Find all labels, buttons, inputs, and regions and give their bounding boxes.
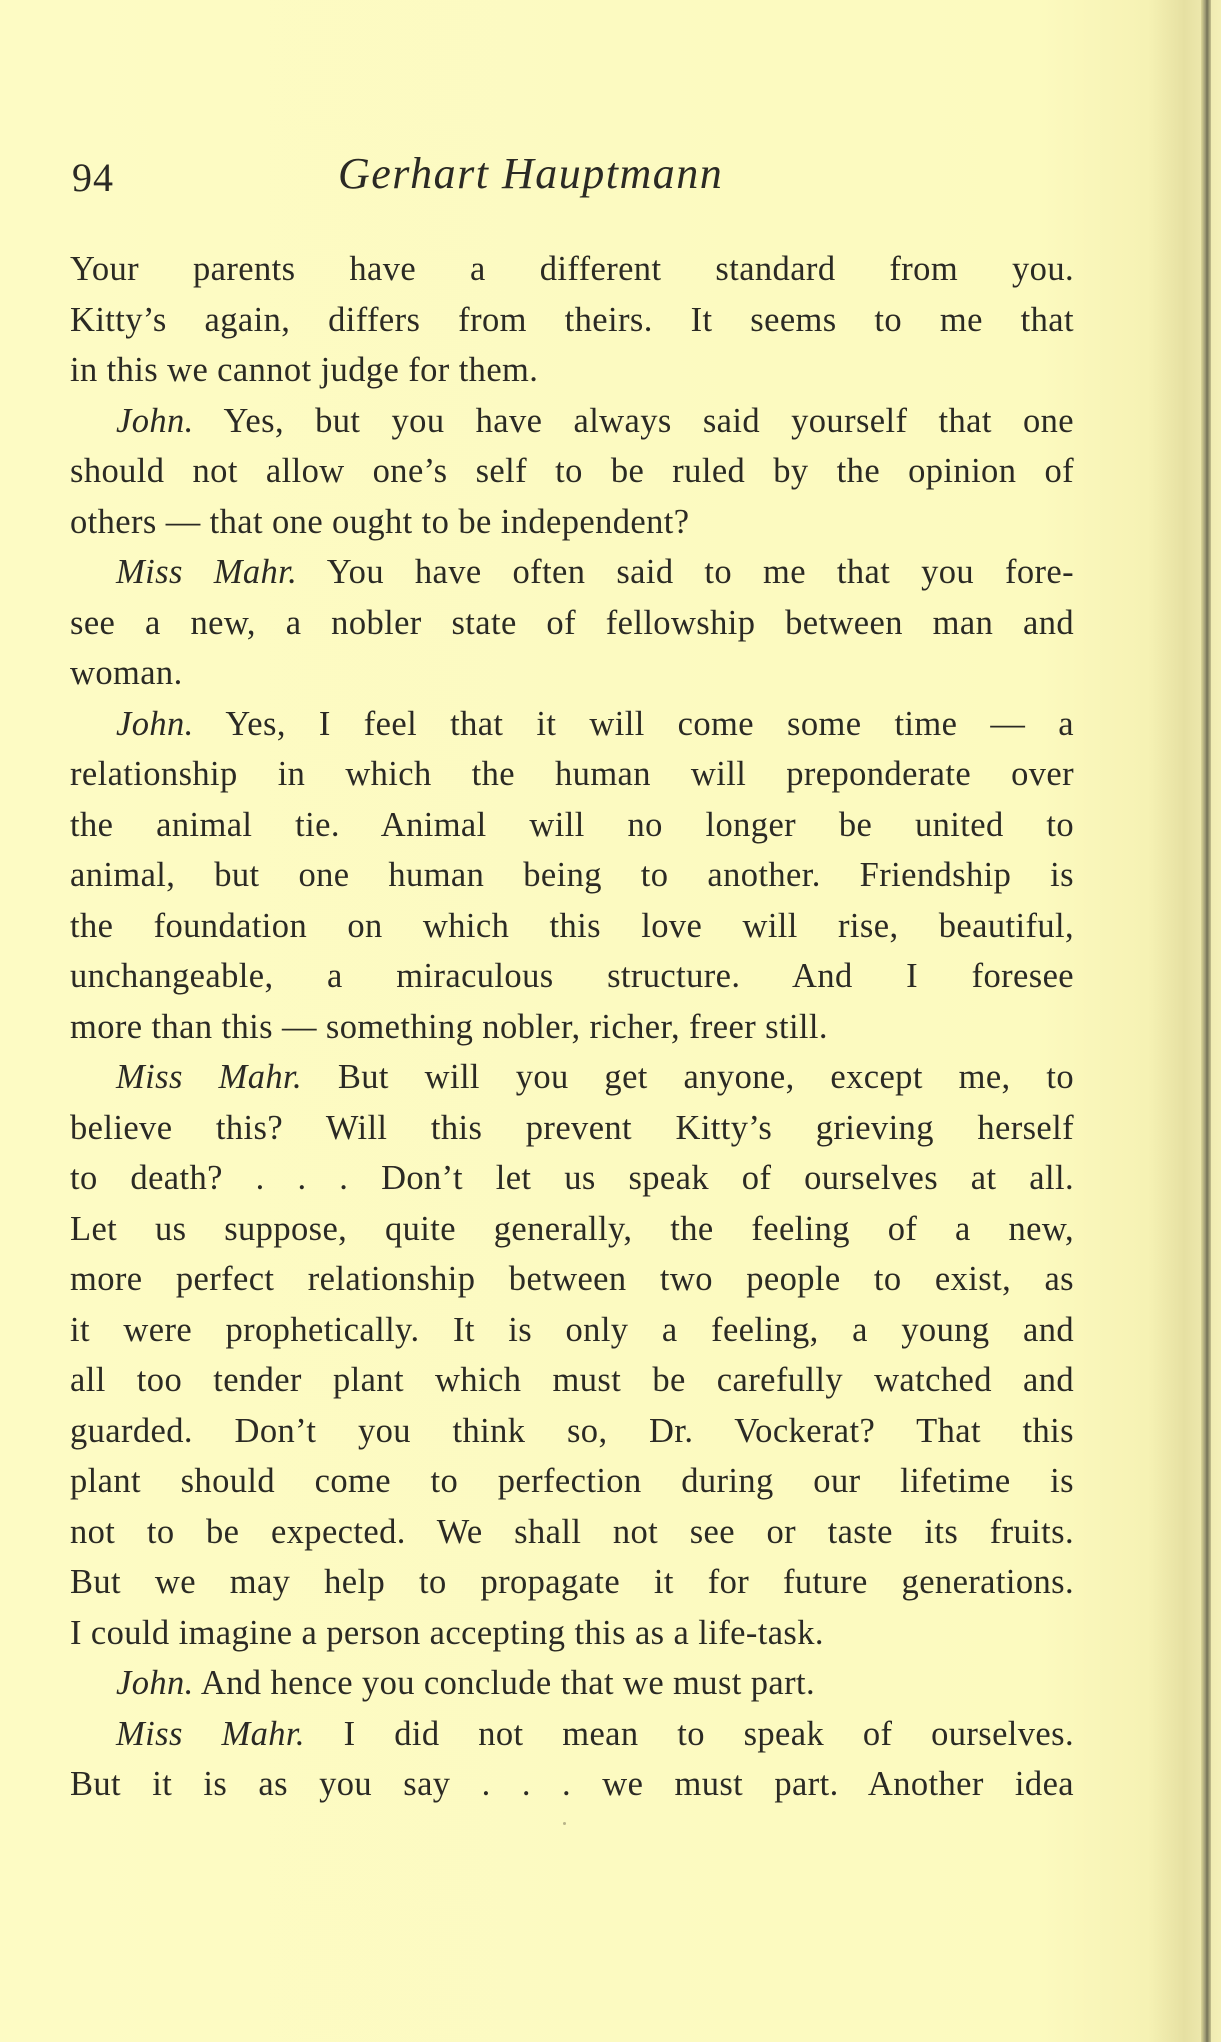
text-line (70, 1406, 1074, 1457)
line-text: And hence you conclude that we must part. (193, 1664, 816, 1702)
text-line (70, 1557, 1074, 1608)
line-text: Your parents have a different standard from you. (70, 250, 1074, 288)
text-line (70, 345, 1074, 396)
line-text: see a new, a nobler state of fellowship between man and (70, 603, 1074, 642)
text-line (70, 951, 1074, 1002)
line-text: Yes, but you have always said yourself that one (193, 401, 1074, 440)
body-text (70, 244, 1074, 1810)
text-line (70, 1052, 1074, 1103)
line-text: guarded. Don’t you think so, Dr. Vockerat? That this (70, 1411, 1074, 1450)
line-text: animal, but one human being to another. Friendship is (70, 856, 1074, 894)
speaker-name: Miss Mahr. (116, 1714, 305, 1753)
text-line (70, 244, 1074, 295)
speaker-name: Miss Mahr. (116, 553, 298, 591)
line-text: But we may help to propagate it for future generations. (70, 1563, 1074, 1601)
text-line (70, 1507, 1074, 1558)
speaker-name: Miss Mahr. (116, 1058, 303, 1096)
text-line (70, 1709, 1074, 1760)
text-line (70, 295, 1074, 346)
line-text: Yes, I feel that it will come some time — a (193, 704, 1074, 743)
line-text: the animal tie. Animal will no longer be united to (70, 805, 1074, 844)
text-line (70, 598, 1074, 649)
line-text: I did not mean to speak of ourselves. (304, 1714, 1074, 1753)
text-line (70, 1002, 1074, 1053)
text-line (70, 547, 1074, 598)
text-line (70, 497, 1074, 548)
text-line (70, 1355, 1074, 1406)
text-line (70, 396, 1074, 447)
text-line (70, 1204, 1074, 1255)
line-text: woman. (70, 654, 183, 692)
line-text: Kitty’s again, differs from theirs. It seems to me that (70, 300, 1074, 339)
page-header (70, 148, 1070, 208)
text-line (70, 1305, 1074, 1356)
line-text: You have often said to me that you fore- (297, 553, 1074, 591)
text-line (70, 1658, 1074, 1709)
line-text: should not allow one’s self to be ruled by the opinion of (70, 452, 1074, 490)
line-text: Let us suppose, quite generally, the feeling of a new, (70, 1209, 1074, 1248)
line-text: not to be expected. We shall not see or taste its fruits. (70, 1512, 1074, 1551)
text-line (70, 1759, 1074, 1810)
line-text: unchangeable, a miraculous structure. And I foresee (70, 957, 1074, 995)
running-title: Gerhart Hauptmann (338, 149, 724, 198)
line-text: the foundation on which this love will rise, beautiful, (70, 906, 1074, 945)
line-text: more perfect relationship between two people to exist, as (70, 1260, 1074, 1298)
text-line (70, 648, 1074, 699)
text-line (70, 699, 1074, 750)
line-text: it were prophetically. It is only a feeling, a young and (70, 1310, 1074, 1349)
text-line (70, 1608, 1074, 1659)
line-text: plant should come to perfection during our lifetime is (70, 1462, 1074, 1500)
line-text: to death? . . . Don’t let us speak of ourselves at all. (70, 1159, 1074, 1197)
text-line (70, 1153, 1074, 1204)
text-line (70, 1103, 1074, 1154)
line-text: more than this — something nobler, richer, freer still. (70, 1007, 828, 1046)
line-text: others — that one ought to be independent? (70, 502, 690, 541)
text-line (70, 800, 1074, 851)
page-edge-shadow (1201, 0, 1211, 2042)
text-line (70, 749, 1074, 800)
line-text: I could imagine a person accepting this as a life-task. (70, 1613, 824, 1652)
speaker-name: John. (116, 1664, 194, 1702)
page-number: 94 (72, 155, 114, 200)
line-text: relationship in which the human will preponderate over (70, 755, 1074, 793)
text-line (70, 850, 1074, 901)
line-text: believe this? Will this prevent Kitty’s grieving herself (70, 1108, 1074, 1147)
footer-mark (563, 1822, 566, 1825)
text-line (70, 446, 1074, 497)
line-text: But will you get anyone, except me, to (302, 1058, 1074, 1096)
line-text: in this we cannot judge for them. (70, 351, 539, 389)
text-line (70, 901, 1074, 952)
line-text: But it is as you say . . . we must part. Another idea (70, 1765, 1074, 1803)
speaker-name: John. (116, 401, 194, 440)
text-line (70, 1456, 1074, 1507)
text-line (70, 1254, 1074, 1305)
speaker-name: John. (116, 704, 194, 743)
line-text: all too tender plant which must be carefully watched and (70, 1361, 1074, 1399)
